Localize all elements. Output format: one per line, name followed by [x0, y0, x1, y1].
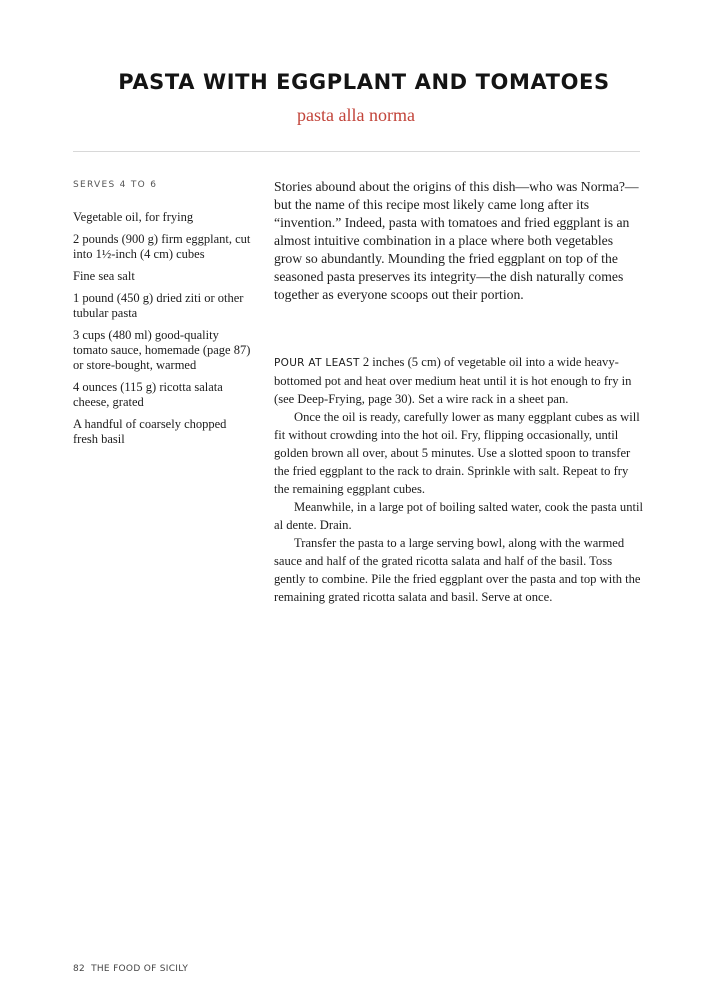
ingredient-item: 4 ounces (115 g) ricotta salata cheese, grated: [73, 380, 223, 409]
ingredient-list: [73, 210, 253, 454]
method-paragraph: Transfer the pasta to a large serving bowl, along with the warmed sauce and half of the grated ricotta salata and half of the basil. Toss gently to combine. Pile the fried eggplant over the pasta and top with the remaining grated ricotta salata and basil. Serve at once.: [274, 536, 641, 604]
ingredient-item: Fine sea salt: [73, 269, 135, 283]
method-paragraph: Once the oil is ready, carefully lower as many eggplant cubes as will fit without crowding into the hot oil. Fry, flipping occasionally, until golden brown all over, about 5 minutes. Use a slotted spoon to transfer the fried eggplant to the rack to drain. Sprinkle with salt. Repeat to fry the remaining eggplant cubes.: [274, 410, 640, 496]
divider: [73, 151, 640, 152]
recipe-subtitle: pasta alla norma: [297, 105, 415, 125]
page-footer: [73, 964, 188, 974]
ingredient-item: A handful of coarsely chopped fresh basil: [73, 417, 227, 446]
method-paragraph: [274, 353, 644, 408]
ingredient-item: 2 pounds (900 g) firm eggplant, cut into 1½-inch (4 cm) cubes: [73, 232, 251, 261]
serves-label: SERVES 4 TO 6: [73, 180, 158, 190]
method-first-text: 2 inches (5 cm) of vegetable oil into a wide heavy-bottomed pot and heat over medium heat until it is hot enough to fry in (see Deep-Frying, page 30). Set a wire rack in a sheet pan.: [274, 355, 632, 406]
ingredient-item: Vegetable oil, for frying: [73, 210, 194, 224]
recipe-intro: Stories abound about the origins of this dish—who was Norma?—but the name of this recipe most likely came long after its “invention.” Indeed, pasta with tomatoes and fried eggplant is an almost intuitive combination in a place where both vegetables grow so abundantly. Mounding the fried eggplant on top of the seasoned pasta preserves its integrity—the dish naturally comes together as everyone scoops out their portion.: [274, 179, 639, 302]
page-number: 82: [73, 964, 86, 974]
method-paragraph: Meanwhile, in a large pot of boiling salted water, cook the pasta until al dente. Drain.: [274, 500, 643, 532]
ingredient-item: 1 pound (450 g) dried ziti or other tubular pasta: [73, 291, 244, 320]
method-lead-in: POUR AT LEAST: [274, 357, 360, 369]
ingredient-item: 3 cups (480 ml) good-quality tomato sauce, homemade (page 87) or store-bought, warmed: [73, 328, 251, 372]
recipe-title: PASTA WITH EGGPLANT AND TOMATOES: [118, 70, 610, 94]
method-section: [274, 353, 644, 606]
book-title: THE FOOD OF SICILY: [91, 964, 189, 974]
